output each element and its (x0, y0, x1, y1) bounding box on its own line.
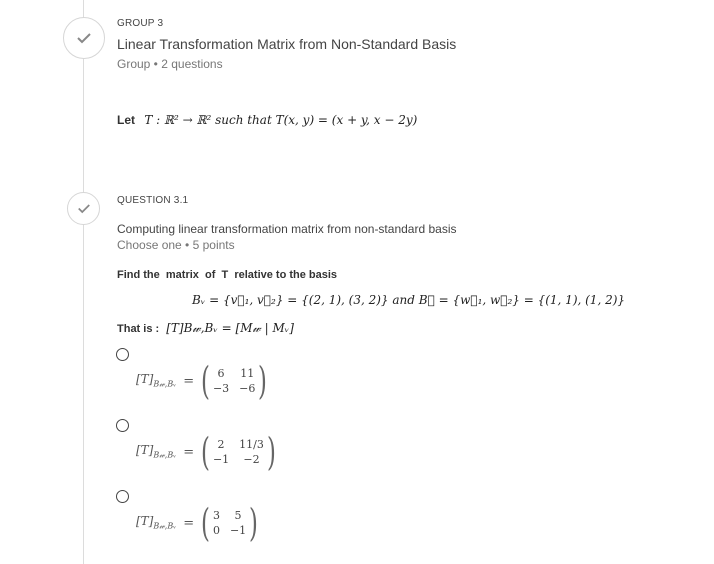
statement-math: T : ℝ² → ℝ² such that T(x, y) = (x + y, x − 2y) (144, 113, 418, 127)
check-icon (77, 203, 91, 214)
group-statement (117, 113, 417, 127)
that-is-math: [T]B𝓌,Bᵥ = [M𝓌 | Mᵥ] (166, 321, 294, 335)
question-label: QUESTION 3.1 (117, 195, 189, 206)
option-2-lhs: $[T]_{B𝓌,Bᵥ}$ (136, 443, 177, 460)
option-2-formula[interactable] (136, 430, 279, 474)
group-status-check (63, 17, 105, 59)
matrix-cell: 5 (234, 509, 242, 522)
left-paren: ( (201, 359, 210, 403)
option-3-matrix (213, 509, 246, 537)
matrix-cell: 6 (217, 367, 225, 380)
statement-prefix: Let (117, 113, 135, 127)
left-paren: ( (201, 430, 210, 474)
left-paren: ( (201, 501, 210, 545)
option-1-radio[interactable] (116, 348, 129, 361)
question-prompt: Find the matrix of T relative to the basis (117, 269, 338, 281)
option-3-radio[interactable] (116, 490, 129, 503)
option-2-eq: = (183, 444, 195, 460)
option-1-lhs: $[T]_{B𝓌,Bᵥ}$ (136, 372, 177, 389)
matrix-cell: 11/3 (239, 438, 264, 451)
question-title: Computing linear transformation matrix from non-standard basis (117, 222, 457, 236)
matrix-cell: −2 (243, 453, 260, 466)
matrix-cell: 2 (217, 438, 225, 451)
question-status-check (67, 192, 100, 225)
group-title: Linear Transformation Matrix from Non-Standard Basis (117, 36, 457, 52)
option-3-lhs: $[T]_{B𝓌,Bᵥ}$ (136, 514, 177, 531)
that-is-prefix: That is : (117, 323, 160, 335)
option-3-formula[interactable] (136, 501, 261, 545)
group-meta: Group • 2 questions (117, 57, 223, 71)
matrix-cell: −3 (212, 382, 230, 395)
right-paren: ) (249, 501, 259, 545)
timeline-line (83, 0, 84, 564)
matrix-cell: 0 (212, 524, 220, 537)
that-is-line (117, 321, 294, 336)
right-paren: ) (258, 359, 268, 403)
check-icon (76, 32, 92, 44)
option-3-eq: = (183, 515, 195, 531)
matrix-cell: −1 (229, 524, 247, 537)
question-meta: Choose one • 5 points (117, 238, 235, 252)
bases-math: Bᵥ = {v⃗₁, v⃗₂} = {(2, 1), (3, 2)} and B𝓌 = {w⃗₁, w⃗₂} = {(1, 1), (1, 2)} (192, 293, 626, 307)
matrix-cell: 3 (212, 509, 220, 522)
option-2-radio[interactable] (116, 419, 129, 432)
matrix-cell: −1 (212, 453, 230, 466)
option-1-eq: = (183, 373, 195, 389)
group-label: GROUP 3 (117, 18, 164, 29)
option-1-formula[interactable] (136, 359, 270, 403)
matrix-cell: 11 (240, 367, 255, 380)
right-paren: ) (266, 430, 276, 474)
option-1-matrix (213, 367, 255, 395)
option-2-matrix (213, 438, 264, 466)
matrix-cell: −6 (239, 382, 256, 395)
